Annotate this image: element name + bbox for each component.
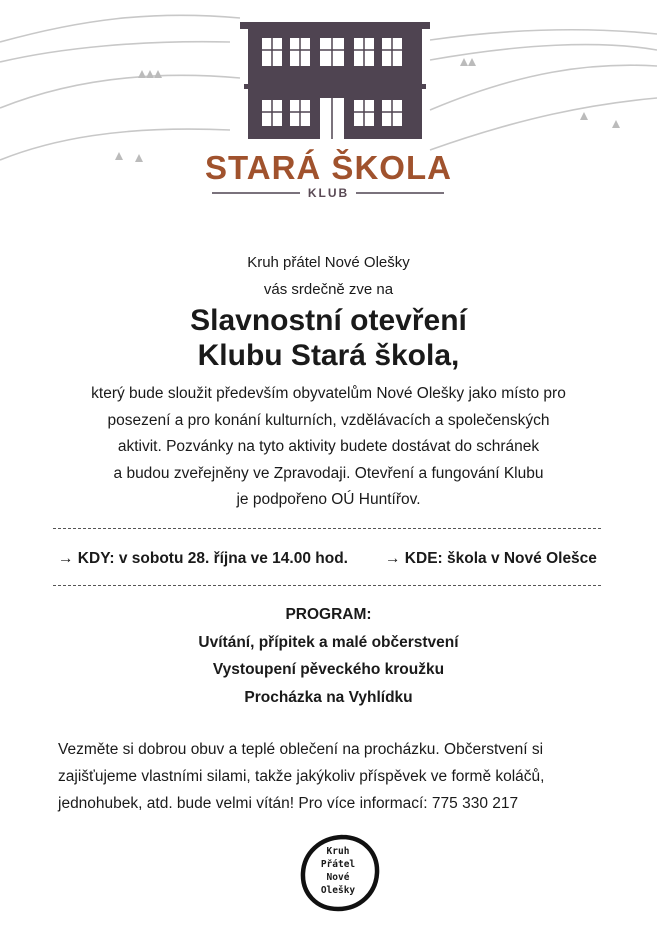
body-line: a budou zveřejněny ve Zpravodaji. Otevření a fungování Klubu [113, 464, 544, 482]
info-when: → KDY: v sobotu 28. října ve 14.00 hod. [58, 550, 348, 567]
footer-line: jednohubek, atd. bude velmi vítán! Pro více informací: 775 330 217 [58, 795, 519, 812]
divider-top [53, 528, 601, 529]
stamp-line: Olešky [320, 885, 356, 896]
program-title: PROGRAM: [285, 606, 372, 623]
body-line: je podpořeno OÚ Huntířov. [236, 491, 421, 508]
body-line: posezení a pro konání kulturních, vzdělávacích a společenských [107, 411, 550, 429]
divider-bottom [53, 585, 601, 586]
body-paragraph [0, 381, 657, 514]
headline-line-1: Slavnostní otevření [190, 304, 467, 337]
logo-subtitle: KLUB [307, 186, 350, 200]
program-section [0, 601, 657, 711]
intro-organizer: Kruh přátel Nové Olešky [247, 254, 410, 271]
stamp-line: Nové [326, 872, 350, 883]
stamp-text [298, 845, 378, 897]
footer-line: zajišťujeme vlastními silami, takže jakýkoliv příspěvek ve formě koláčů, [58, 768, 545, 785]
header-logo [0, 0, 657, 230]
footer-line: Vezměte si dobrou obuv a teplé oblečení na procházku. Občerstvení si [58, 741, 544, 758]
footer-paragraph [58, 736, 618, 817]
logo-title: STARÁ ŠKOLA [205, 149, 452, 186]
info-where: → KDE: škola v Nové Olešce [385, 550, 597, 567]
body-line: aktivit. Pozvánky na tyto aktivity budete dostávat do schránek [117, 438, 540, 455]
headline-line-2: Klubu Stará škola, [197, 339, 460, 372]
intro-invite: vás srdečně zve na [263, 281, 394, 298]
program-item: Procházka na Vyhlídku [244, 688, 413, 706]
program-item: Vystoupení pěveckého kroužku [212, 661, 445, 678]
stamp-line: Přátel [320, 859, 356, 870]
program-item: Uvítání, přípitek a malé občerstvení [198, 633, 459, 651]
stamp-line: Kruh [326, 846, 350, 857]
headline [0, 303, 657, 373]
body-line: který bude sloužit především obyvatelům Nové Olešky jako místo pro [91, 385, 566, 402]
